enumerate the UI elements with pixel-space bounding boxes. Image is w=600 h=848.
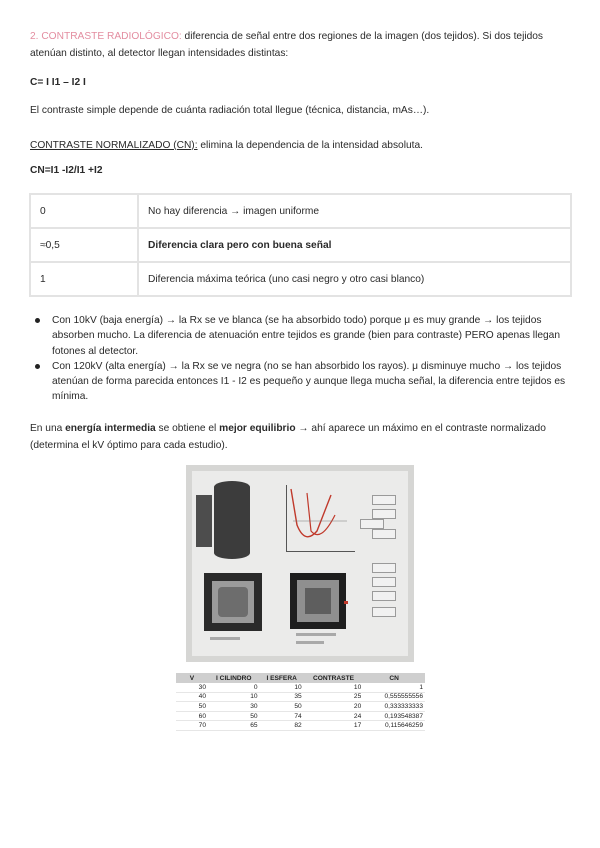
column-header: CN [363,673,425,683]
sim-control [372,607,396,617]
xray-image-high [290,573,346,629]
table-cell: 74 [260,711,304,721]
intro-text: diferencia de señal entre dos regiones de la imagen (dos tejidos). Si dos tejidos atenúan distinto, al detector llegan intensidades distintas: [30,31,544,59]
simulator-screen [192,471,408,656]
bullet-text: Con 120kV (alta energía) → la Rx se ve negra (no se han absorbido los rayos). μ disminuye mucho → los tejidos atenúan de forma parecida entonces I1 - I2 es pequeño y aunque llega mucha señal, la diferencia entre tejidos es mínima. [52,360,566,403]
table-cell: 0,333333333 [363,702,425,712]
caption-scribble [296,633,336,636]
conclusion-bold: energía intermedia [65,423,156,434]
marker-icon [344,601,348,604]
column-header: CONTRASTE [304,673,364,683]
conclusion-text: → ahí aparece un máximo en el contraste normalizado (determina el kV óptimo para cada estudio). [30,423,546,451]
table-row [176,702,425,712]
table-cell: 25 [304,692,364,702]
bullet-dot-icon [35,364,40,369]
table-row [176,692,425,702]
table-row [176,683,425,692]
cn-value: ≈0,5 [30,228,138,262]
table-cell: 10 [304,683,364,692]
contrast-formula: C= I I1 – I2 I [30,77,86,88]
table-row [176,721,425,731]
table-cell: 60 [176,711,208,721]
sim-control [360,519,384,529]
table-cell: 0,115646259 [363,721,425,731]
conclusion-bold: mejor equilibrio [219,423,296,434]
table-cell: 0,193548387 [363,711,425,721]
table-cell: 35 [260,692,304,702]
caption-scribble [210,637,240,640]
xray-image-low [204,573,262,631]
list-item [30,313,570,359]
cn-meaning: Diferencia clara pero con buena señal [138,228,571,262]
table-header-row [176,673,425,683]
table-cell: 40 [176,692,208,702]
table-cell: 1 [363,683,425,692]
sim-control [372,577,396,587]
normalized-formula: CN=I1 -I2/I1 +I2 [30,165,103,176]
table-cell: 65 [208,721,260,731]
table-cell: 50 [208,711,260,721]
table-cell: 0 [208,683,260,692]
caption-scribble [296,641,324,644]
table-cell: 50 [176,702,208,712]
table-cell: 17 [304,721,364,731]
simple-contrast-note: El contraste simple depende de cuánta radiación total llegue (técnica, distancia, mAs…). [30,105,430,116]
cylinder-phantom [214,481,250,559]
measurement-table [176,673,425,731]
sim-control [372,591,396,601]
table-cell: 30 [176,683,208,692]
table-cell: 0,555555556 [363,692,425,702]
normalized-paragraph [30,137,575,154]
cn-table [29,193,572,297]
attenuation-curves [287,485,355,551]
table-cell: 24 [304,711,364,721]
column-header: I ESFERA [260,673,304,683]
bullet-text: Con 10kV (baja energía) → la Rx se ve blanca (se ha absorbido todo) porque μ es muy grande → los tejidos absorben mucho. La diferencia de atenuación entre tejidos es grande (bien para contraste) PERO apenas llegan fotones al detector. [52,315,561,357]
table-cell: 82 [260,721,304,731]
table-cell: 20 [304,702,364,712]
normalized-text: elimina la dependencia de la intensidad absoluta. [197,140,423,151]
cn-meaning: Diferencia máxima teórica (uno casi negro y otro casi blanco) [138,262,571,296]
phantom-shadow [196,495,212,547]
intro-paragraph [30,28,575,62]
sim-control [372,495,396,505]
cn-meaning: No hay diferencia → imagen uniforme [138,194,571,228]
cn-row [30,228,571,262]
sim-control [372,563,396,573]
sim-control [372,509,396,519]
simulation-screenshot-photo [186,465,414,662]
conclusion-text: se obtiene el [155,423,220,434]
list-item [30,359,570,405]
cn-value: 0 [30,194,138,228]
table-cell: 70 [176,721,208,731]
column-header: V [176,673,208,683]
cn-row [30,262,571,296]
table-cell: 50 [260,702,304,712]
table-row [176,711,425,721]
section-heading: 2. CONTRASTE RADIOLÓGICO: [30,31,182,42]
normalized-term: CONTRASTE NORMALIZADO (CN): [30,140,198,151]
column-header: I CILINDRO [208,673,260,683]
sim-control [372,529,396,539]
bullet-dot-icon [35,318,40,323]
attenuation-plot [286,485,355,552]
cn-row [30,194,571,228]
cn-value: 1 [30,262,138,296]
conclusion-text: En una [30,423,66,434]
conclusion-paragraph [30,420,575,454]
bullet-list [30,313,570,405]
table-cell: 30 [208,702,260,712]
table-cell: 10 [208,692,260,702]
table-cell: 10 [260,683,304,692]
